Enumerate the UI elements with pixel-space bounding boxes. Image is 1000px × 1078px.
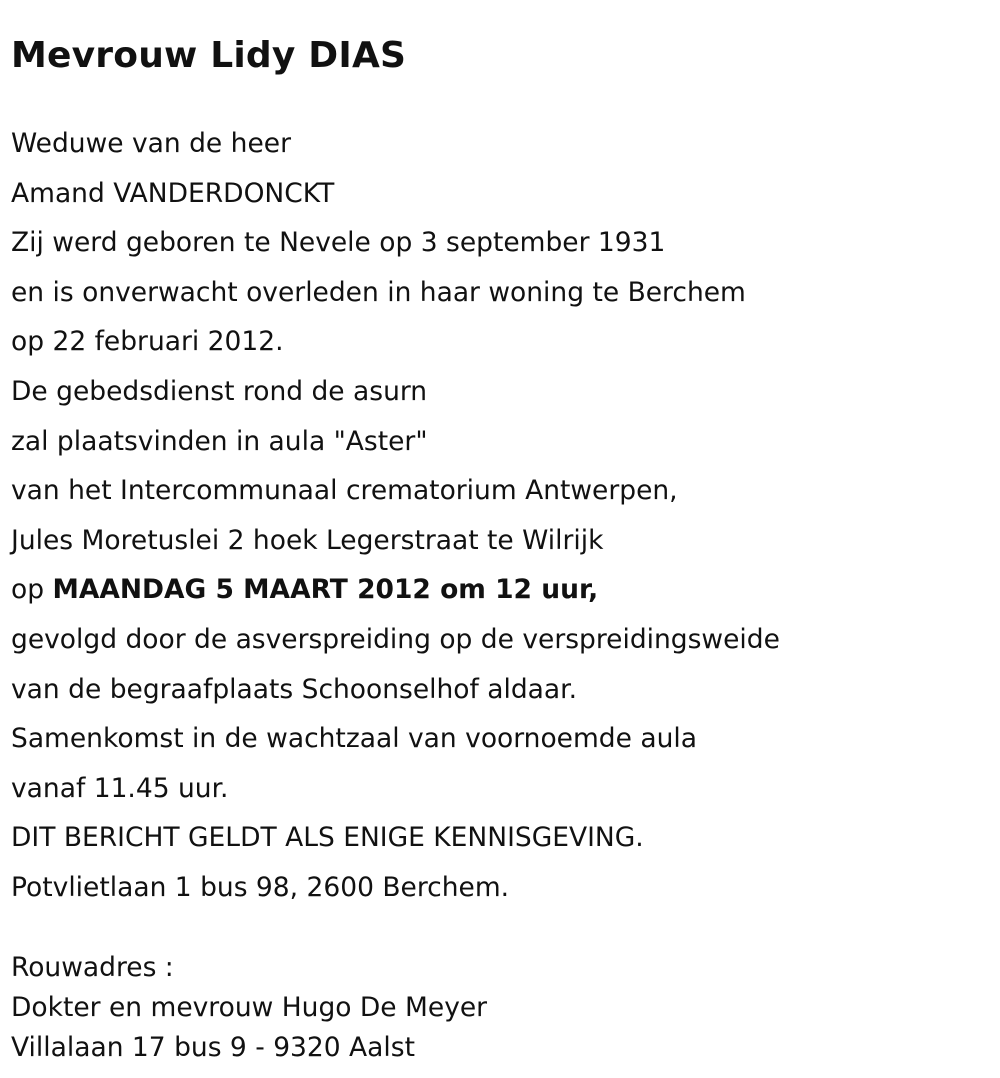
text-line: van het Intercommunaal crematorium Antwerpen,	[11, 475, 678, 507]
notice-body	[11, 119, 780, 913]
text-line: van de begraafplaats Schoonselhof aldaar.	[11, 673, 578, 705]
rouwadres-name: Dokter en mevrouw Hugo De Meyer	[11, 992, 488, 1023]
text-line: Samenkomst in de wachtzaal van voornoemde aula	[11, 723, 697, 755]
text-line: De gebedsdienst rond de asurn	[11, 375, 428, 407]
text-line: Jules Moretuslei 2 hoek Legerstraat te Wilrijk	[11, 524, 604, 556]
text-line: en is onverwacht overleden in haar woning te Berchem	[11, 276, 746, 308]
rouwadres-address: Villalaan 17 bus 9 - 9320 Aalst	[11, 1032, 415, 1063]
ceremony-line	[11, 565, 780, 615]
text-line: gevolgd door de asverspreiding op de verspreidingsweide	[11, 623, 780, 655]
text-line: Amand VANDERDONCKT	[11, 177, 335, 209]
text-line: DIT BERICHT GELDT ALS ENIGE KENNISGEVING.	[11, 822, 644, 854]
rouwadres-block	[11, 948, 487, 1068]
text-line: zal plaatsvinden in aula "Aster"	[11, 425, 428, 457]
text-line: vanaf 11.45 uur.	[11, 772, 229, 804]
text-line: Zij werd geboren te Nevele op 3 september 1931	[11, 227, 666, 259]
text-line: Potvlietlaan 1 bus 98, 2600 Berchem.	[11, 871, 510, 903]
rouwadres-label: Rouwadres :	[11, 952, 174, 983]
text-line: op 22 februari 2012.	[11, 326, 284, 358]
text-line: Weduwe van de heer	[11, 128, 291, 159]
ceremony-prefix: op	[11, 574, 53, 606]
notice-title: Mevrouw Lidy DIAS	[11, 35, 407, 76]
ceremony-date-time: MAANDAG 5 MAART 2012 om 12 uur,	[52, 574, 599, 606]
